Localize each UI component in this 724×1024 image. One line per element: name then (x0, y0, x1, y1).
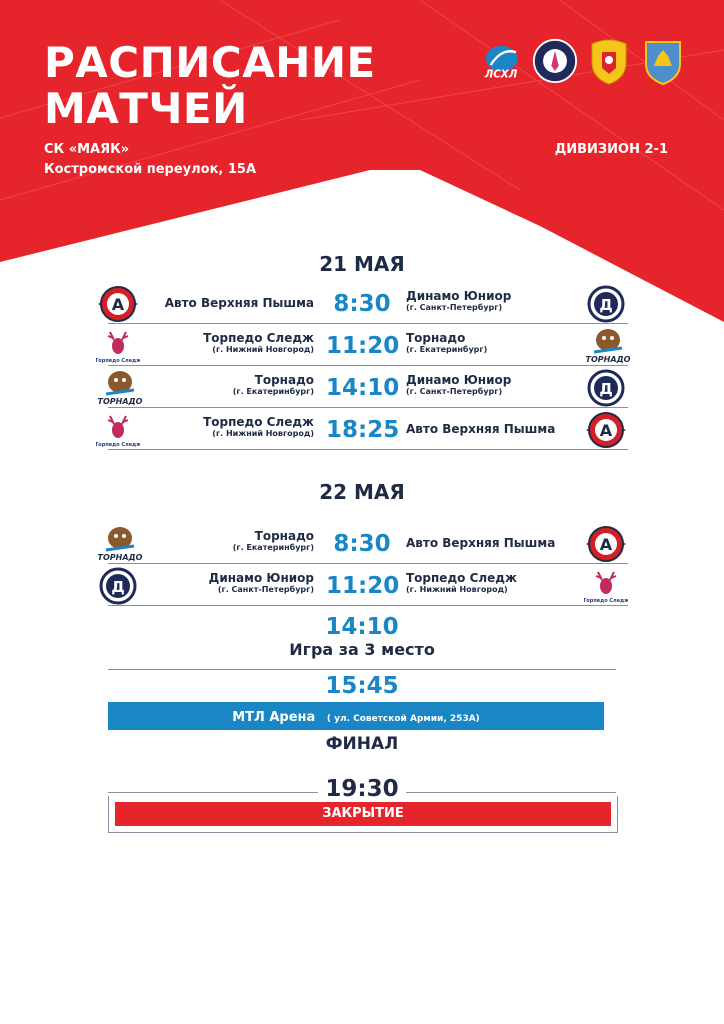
match-time: 11:20 (326, 333, 400, 359)
venue-info (44, 140, 256, 180)
arena-name: МТЛ Арена (232, 710, 316, 725)
dinamo-logo-icon (584, 284, 628, 324)
home-team (74, 373, 314, 397)
third-place-label: Игра за 3 место (289, 640, 435, 659)
row-divider (108, 563, 628, 564)
svg-text:ТОРНАДО: ТОРНАДО (97, 397, 143, 406)
svg-text:А: А (599, 421, 613, 440)
closing-box (108, 796, 618, 833)
away-team-name: Торнадо (406, 331, 466, 345)
home-team-city: (г. Санкт-Петербург) (217, 585, 314, 594)
svg-text:Д: Д (111, 578, 125, 596)
svg-text:Д: Д (599, 296, 613, 314)
row-divider (108, 605, 628, 606)
coat-of-arms-russia-icon (586, 36, 632, 86)
row-divider (108, 449, 628, 450)
division-label: ДИВИЗИОН 2-1 (554, 142, 668, 157)
home-team-name: Динамо Юниор (208, 571, 314, 585)
home-team (74, 571, 314, 595)
tornado-logo-icon (584, 326, 631, 366)
federation-logo-icon (532, 36, 578, 86)
away-team-city: (г. Екатеринбург) (406, 345, 488, 354)
home-team (74, 415, 314, 439)
arena-address: ( ул. Советской Армии, 253А) (326, 714, 480, 724)
match-row (97, 524, 628, 564)
row-divider (108, 407, 628, 408)
divider (108, 669, 616, 670)
away-team-city: (г. Нижний Новгород) (406, 585, 508, 594)
home-team-city: (г. Нижний Новгород) (212, 429, 314, 438)
match-row (97, 368, 628, 408)
svg-text:Торпедо Следж: Торпедо Следж (96, 358, 140, 364)
home-team-name: Торнадо (254, 373, 314, 387)
home-team-name: Авто Верхняя Пышма (164, 296, 314, 310)
avto-logo-icon (584, 410, 628, 450)
match-time: 8:30 (333, 291, 391, 317)
match-row (96, 410, 628, 450)
svg-text:ТОРНАДО: ТОРНАДО (97, 553, 143, 562)
arena-time: 15:45 (325, 673, 399, 699)
avto-logo-icon (584, 524, 628, 564)
home-team (74, 331, 314, 355)
match-row (100, 566, 628, 606)
page-title (44, 40, 376, 132)
away-team-city: (г. Санкт-Петербург) (406, 387, 503, 396)
home-team (74, 296, 314, 310)
closing-label: ЗАКРЫТИЕ (115, 802, 611, 826)
coat-of-arms-region-icon (640, 36, 686, 86)
arena-bar (108, 702, 604, 730)
row-divider (108, 323, 628, 324)
venue-address: Костромской переулок, 15А (44, 162, 257, 177)
closing-time: 19:30 (325, 776, 399, 802)
away-team-name: Авто Верхняя Пышма (406, 422, 556, 436)
away-team-city: (г. Санкт-Петербург) (406, 303, 503, 312)
away-team-name: Торпедо Следж (406, 571, 517, 585)
match-time: 18:25 (326, 417, 400, 443)
date-heading-day2: 22 МАЯ (319, 480, 405, 504)
row-divider (108, 365, 628, 366)
title-line-2: МАТЧЕЙ (44, 84, 248, 133)
final-label: ФИНАЛ (325, 734, 399, 754)
match-row (96, 326, 631, 366)
away-team-name: Динамо Юниор (406, 289, 512, 303)
lshl-logo-text: ЛСХЛ (484, 68, 518, 81)
torpedo-logo-icon (584, 566, 628, 606)
away-team-name: Динамо Юниор (406, 373, 512, 387)
match-time: 11:20 (326, 573, 400, 599)
home-team-city: (г. Нижний Новгород) (212, 345, 314, 354)
svg-text:Торпедо Следж: Торпедо Следж (96, 442, 140, 448)
away-team-name: Авто Верхняя Пышма (406, 536, 556, 550)
svg-text:Д: Д (599, 380, 613, 398)
svg-text:ТОРНАДО: ТОРНАДО (585, 355, 631, 364)
home-team-name: Торнадо (254, 529, 314, 543)
partner-logos (478, 36, 686, 86)
dinamo-logo-icon (584, 368, 628, 408)
match-time: 8:30 (333, 531, 391, 557)
venue-name: СК «МАЯК» (44, 142, 130, 157)
match-row (100, 284, 628, 324)
home-team-city: (г. Екатеринбург) (232, 543, 314, 552)
lshl-logo-icon (478, 36, 524, 86)
date-heading-day1: 21 МАЯ (319, 252, 405, 276)
home-team-city: (г. Екатеринбург) (232, 387, 314, 396)
third-place-time: 14:10 (325, 614, 399, 640)
title-line-1: РАСПИСАНИЕ (44, 38, 376, 87)
svg-text:А: А (599, 535, 613, 554)
home-team-name: Торпедо Следж (203, 331, 314, 345)
home-team (74, 529, 314, 553)
svg-text:А: А (111, 295, 125, 314)
match-time: 14:10 (326, 375, 400, 401)
svg-text:Торпедо Следж: Торпедо Следж (584, 598, 628, 604)
home-team-name: Торпедо Следж (203, 415, 314, 429)
